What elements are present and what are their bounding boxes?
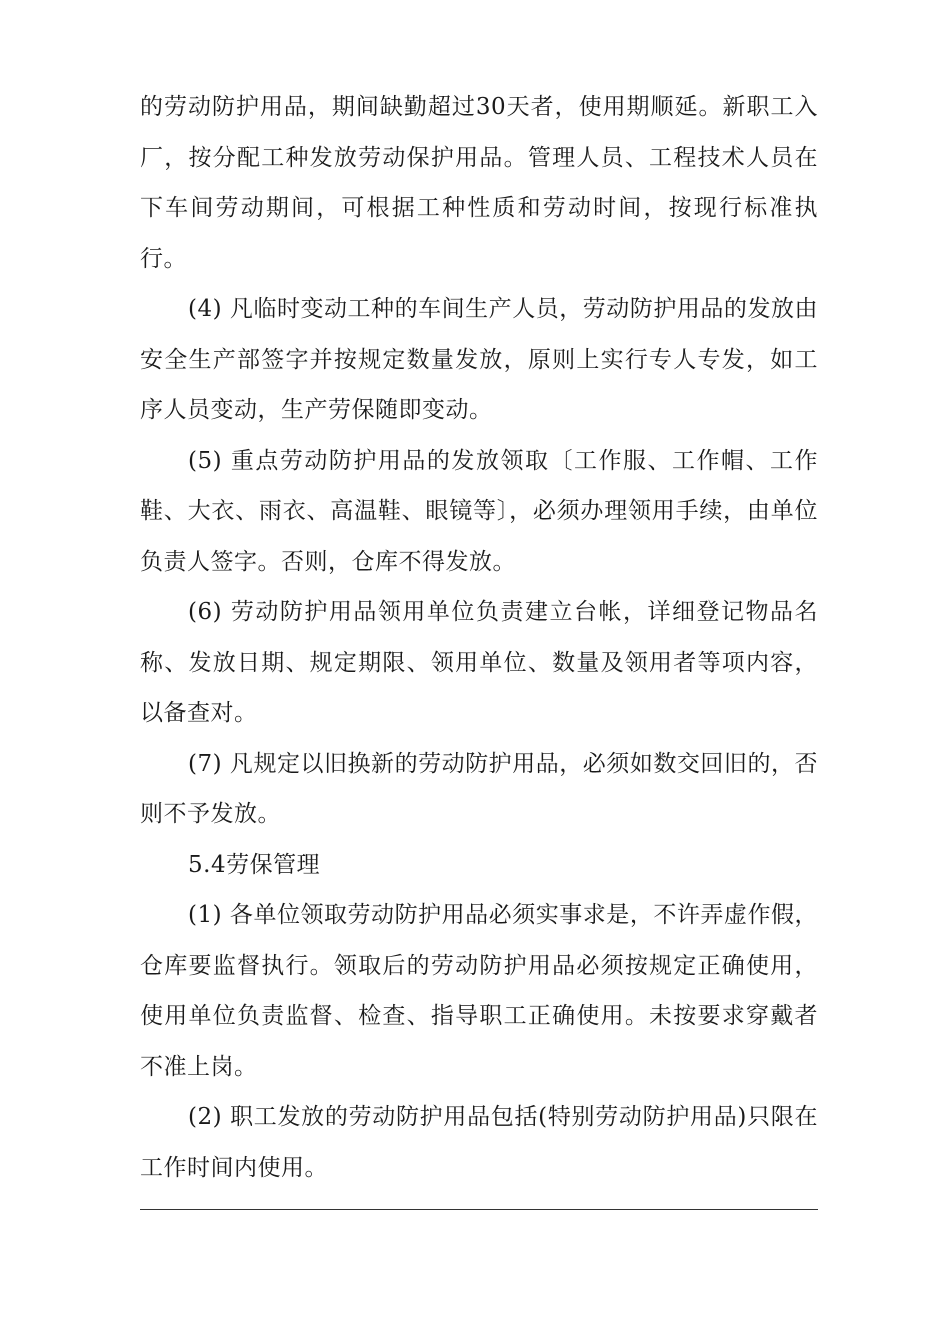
paragraph-item-4: (4) 凡临时变动工种的车间生产人员，劳动防护用品的发放由安全生产部签字并按规定数量发放，原则上实行专人专发，如工序人员变动，生产劳保随即变动。 — [140, 296, 818, 423]
section-heading-5-4: 5.4劳保管理 — [188, 851, 321, 878]
paragraph-continuation: 的劳动防护用品，期间缺勤超过30天者，使用期顺延。新职工入厂，按分配工种发放劳动保护用品。管理人员、工程技术人员在下车间劳动期间，可根据工种性质和劳动时间，按现行标准执行。 — [140, 94, 818, 272]
paragraph-section-item-1: (1) 各单位领取劳动防护用品必须实事求是，不许弄虚作假，仓库要监督执行。领取后的劳动防护用品必须按规定正确使用，使用单位负责监督、检查、指导职工正确使用。未按要求穿戴者不准上岗。 — [140, 902, 818, 1080]
paragraph-item-6: (6) 劳动防护用品领用单位负责建立台帐，详细登记物品名称、发放日期、规定期限、领用单位、数量及领用者等项内容，以备查对。 — [140, 599, 818, 726]
paragraph-item-5: (5) 重点劳动防护用品的发放领取〔工作服、工作帽、工作鞋、大衣、雨衣、高温鞋、眼镜等〕，必须办理领用手续，由单位负责人签字。否则，仓库不得发放。 — [140, 447, 818, 575]
page-body — [140, 82, 818, 1193]
paragraph-item-7: (7) 凡规定以旧换新的劳动防护用品，必须如数交回旧的，否则不予发放。 — [140, 750, 818, 827]
footer-divider — [140, 1209, 818, 1210]
paragraph-section-item-2: (2) 职工发放的劳动防护用品包括(特别劳动防护用品)只限在工作时间内使用。 — [140, 1104, 818, 1181]
